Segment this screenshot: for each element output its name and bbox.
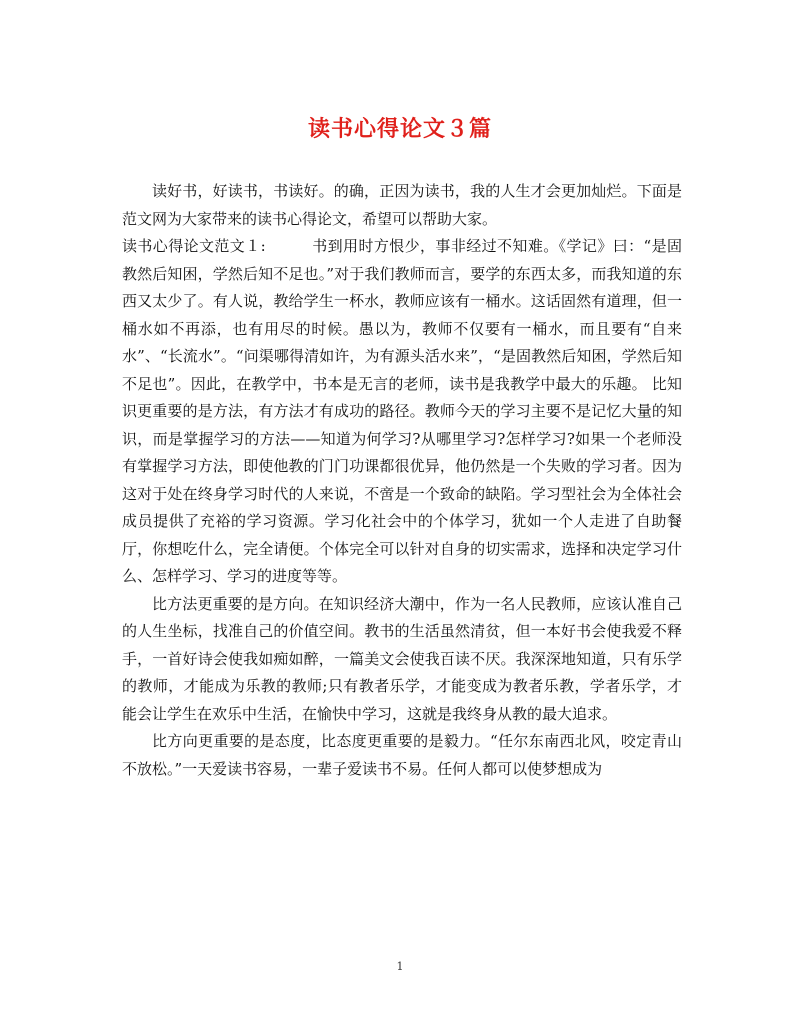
document-body xyxy=(122,178,682,783)
page-number: 1 xyxy=(396,960,404,973)
sample-one-paragraph: 读书心得论文范文１: 书到用时方恨少，事非经过不知难。《学记》曰：“是固教然后知困，学然后知不足也。”对于我们教师而言，要学的东西太多，而我知道的东西又太少了。有人说，教给学生一杯水，教师应该有一桶水。这话固然有道理，但一桶水如不再添，也有用尽的时候。愚以为，教师不仅要有一桶水，而且要有“自来水”、“长流水”。“问渠哪得清如许，为有源头活水来”，“是固教然后知困，学然后知不足也”。因此，在教学中，书本是无言的老师，读书是我教学中最大的乐趣。 比知识更重要的是方法，有方法才有成功的路径。教师今天的学习主要不是记忆大量的知识，而是掌握学习的方法——知道为何学习?从哪里学习?怎样学习?如果一个老师没有掌握学习方法，即使他教的门门功课都很优异，他仍然是一个失败的学习者。因为这对于处在终身学习时代的人来说，不啻是一个致命的缺陷。学习型社会为全体社会成员提供了充裕的学习资源。学习化社会中的个体学习，犹如一个人走进了自助餐厅，你想吃什么，完全请便。个体完全可以针对自身的切实需求，选择和决定学习什么、怎样学习、学习的进度等等。 xyxy=(122,237,682,585)
document-title: 读书心得论文３篇 xyxy=(307,116,492,142)
attitude-paragraph: 比方向更重要的是态度，比态度更重要的是毅力。“任尔东南西北风，咬定青山不放松。”一天爱读书容易，一辈子爱读书不易。任何人都可以使梦想成为 xyxy=(122,732,682,778)
direction-paragraph: 比方法更重要的是方向。在知识经济大潮中，作为一名人民教师，应该认准自己的人生坐标，找准自己的价值空间。教书的生活虽然清贫，但一本好书会使我爱不释手，一首好诗会使我如痴如醉，一篇美文会使我百读不厌。我深深地知道，只有乐学的教师，才能成为乐教的教师;只有教者乐学，才能变成为教者乐教，学者乐学，才能会让学生在欢乐中生活，在愉快中学习，这就是我终身从教的最大追求。 xyxy=(122,594,682,723)
intro-paragraph: 读好书，好读书，书读好。的确，正因为读书，我的人生才会更加灿烂。下面是范文网为大家带来的读书心得论文，希望可以帮助大家。 xyxy=(122,182,682,228)
